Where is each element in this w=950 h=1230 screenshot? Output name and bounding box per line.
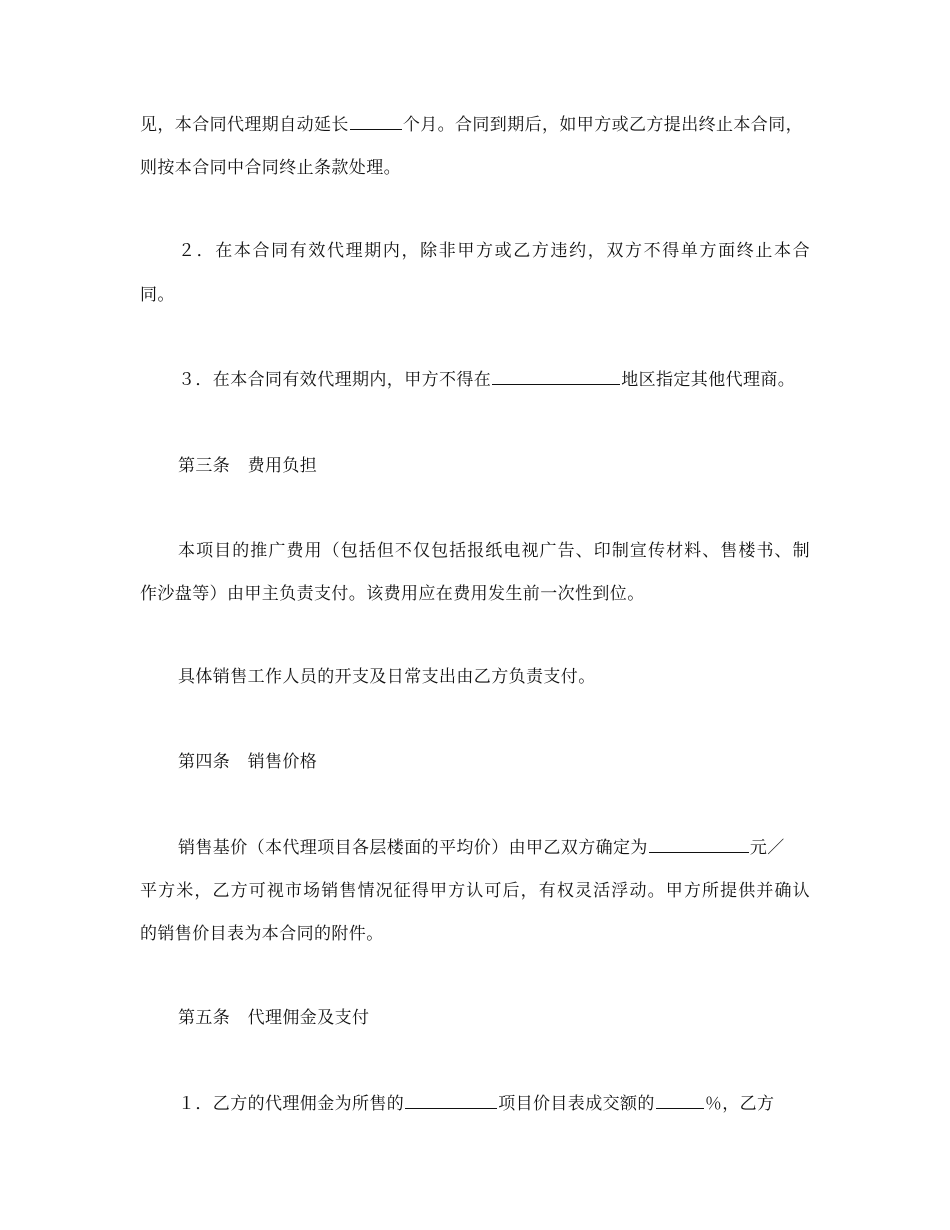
text-line <box>178 837 785 859</box>
section-title: 第四条 销售价格 <box>178 752 318 772</box>
text-line <box>140 583 645 605</box>
blank-field-price <box>649 837 749 853</box>
text-segment: ３．在本合同有效代理期内，甲方不得在 <box>178 370 492 390</box>
blank-field-region <box>492 369 620 385</box>
text-segment: ２．在本合同有效代理期内，除非甲方或乙方违约，双方不得单方面终止本合 <box>178 241 810 261</box>
text-line <box>140 114 803 136</box>
text-line <box>140 923 384 945</box>
section-heading-3 <box>178 455 317 477</box>
blank-field-percent <box>656 1093 704 1109</box>
text-segment: 具体销售工作人员的开支及日常支出由乙方负责支付。 <box>178 667 596 687</box>
section-heading-4 <box>178 751 317 773</box>
clause-3 <box>178 369 795 391</box>
text-segment: １．乙方的代理佣金为所售的 <box>178 1094 405 1114</box>
section-title: 第五条 代理佣金及支付 <box>178 1008 370 1028</box>
blank-field <box>350 114 402 130</box>
text-segment: 平方米，乙方可视市场销售情况征得甲方认可后，有权灵活浮动。甲方所提供并确认 <box>140 881 810 901</box>
text-segment: 元／ <box>749 838 785 858</box>
text-segment: ％，乙方 <box>704 1094 775 1114</box>
clause-2 <box>178 240 810 262</box>
text-segment: 同。 <box>140 285 175 305</box>
text-segment: 作沙盘等）由甲主负责支付。该费用应在费用发生前一次性到位。 <box>140 584 645 604</box>
text-segment: 的销售价目表为本合同的附件。 <box>140 924 384 944</box>
text-segment: 销售基价（本代理项目各层楼面的平均价）由甲乙双方确定为 <box>178 838 648 858</box>
text-line <box>140 880 810 902</box>
text-segment: 个月。合同到期后，如甲方或乙方提出终止本合同， <box>402 115 804 135</box>
text-segment: 则按本合同中合同终止条款处理。 <box>140 158 401 178</box>
text-segment: 本项目的推广费用（包括但不仅包括报纸电视广告、印制宣传材料、售楼书、制 <box>178 541 810 561</box>
section-heading-5 <box>178 1007 369 1029</box>
text-line <box>178 666 596 688</box>
text-line <box>140 157 401 179</box>
text-segment: 见，本合同代理期自动延长 <box>140 115 349 135</box>
text-segment: 地区指定其他代理商。 <box>621 370 796 390</box>
text-line <box>140 284 175 306</box>
section-title: 第三条 费用负担 <box>178 456 318 476</box>
clause-5-1 <box>178 1093 774 1115</box>
text-line <box>178 540 810 562</box>
text-segment: 项目价目表成交额的 <box>498 1094 655 1114</box>
blank-field-project <box>405 1093 497 1109</box>
